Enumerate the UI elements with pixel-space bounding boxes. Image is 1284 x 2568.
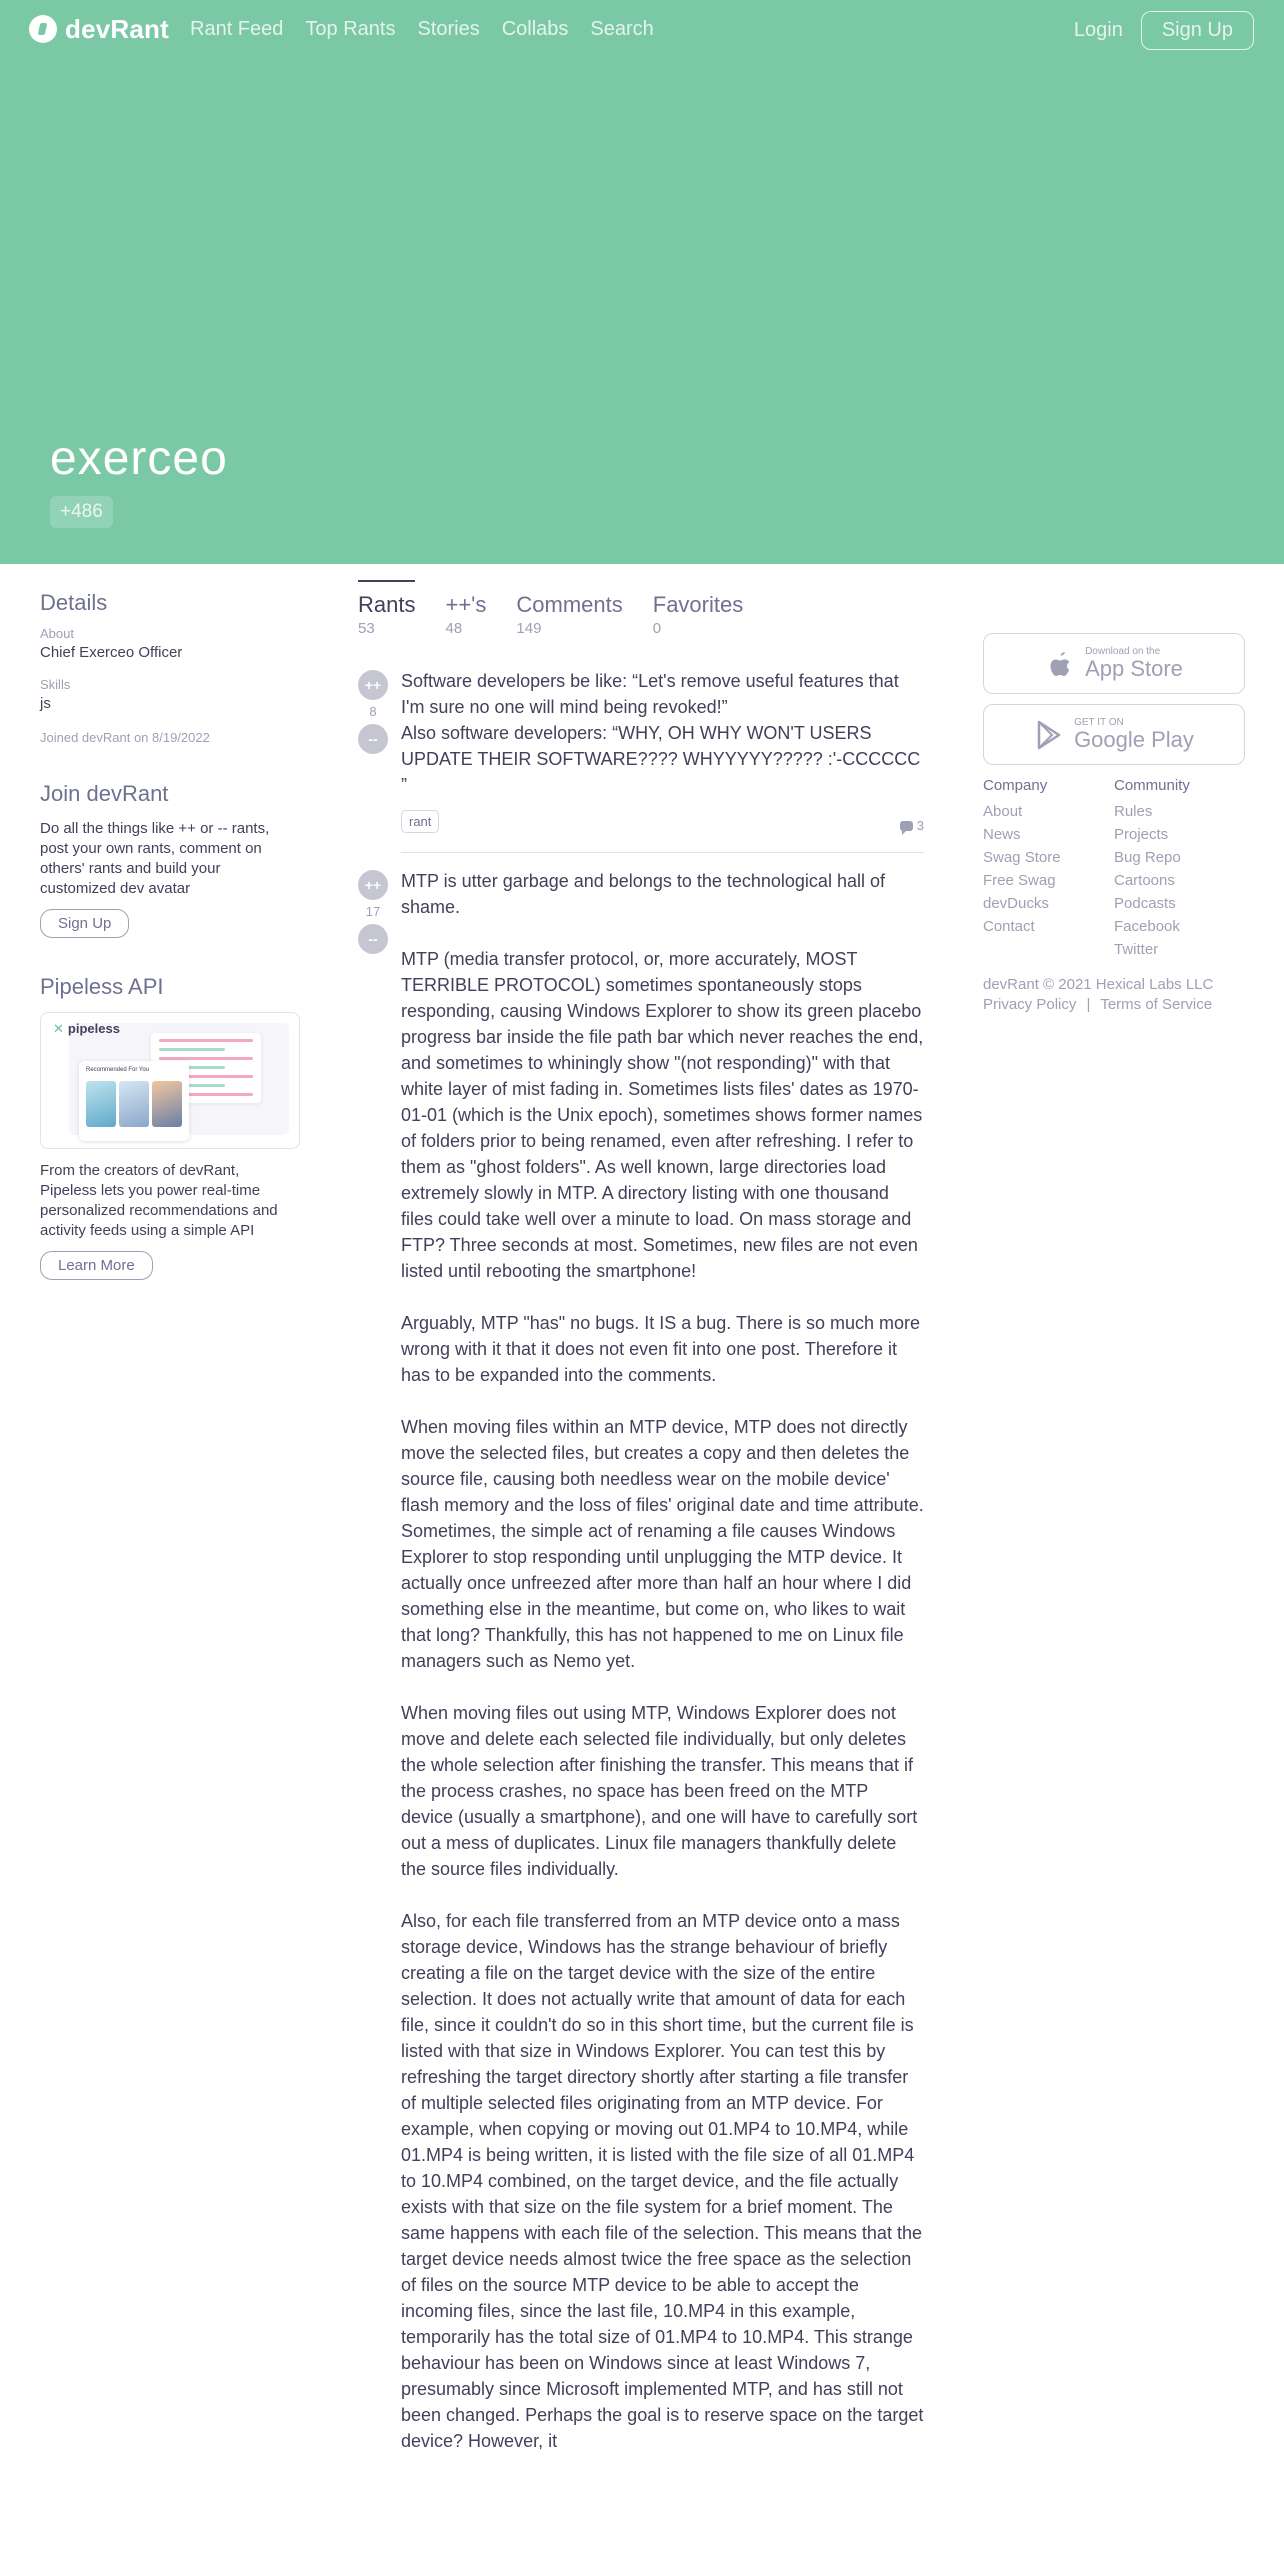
footer-link-cartoons[interactable]: Cartoons bbox=[1114, 872, 1175, 889]
google-play-text bbox=[1074, 717, 1194, 752]
rant-line: Also software developers: “WHY, OH WHY WON'T USERS UPDATE THEIR SOFTWARE???? WHYYYYY????? :'-CCCCCC ” bbox=[401, 723, 921, 795]
join-title: Join devRant bbox=[40, 781, 169, 806]
pipeless-title: Pipeless API bbox=[40, 974, 164, 999]
tab-label: Favorites bbox=[652, 592, 744, 617]
tab-label: Comments bbox=[516, 592, 623, 617]
thumbnail-image bbox=[152, 1081, 182, 1127]
devrant-logo-icon bbox=[29, 15, 57, 43]
vote-controls bbox=[358, 870, 388, 954]
footer-link-devducks[interactable]: devDucks bbox=[983, 895, 1049, 912]
google-play-big: Google Play bbox=[1074, 727, 1194, 752]
pipeless-ad-image[interactable] bbox=[40, 1012, 300, 1149]
downvote-button[interactable]: -- bbox=[358, 924, 388, 954]
footer-link-swag-store[interactable]: Swag Store bbox=[983, 849, 1061, 866]
tab-label: ++'s bbox=[445, 592, 487, 617]
footer-link-free-swag[interactable]: Free Swag bbox=[983, 872, 1056, 889]
footer-company bbox=[983, 777, 1114, 961]
top-navigation bbox=[0, 0, 1284, 60]
rant-tags bbox=[401, 810, 439, 833]
rant-tag[interactable]: rant bbox=[401, 810, 439, 833]
nav-search[interactable]: Search bbox=[590, 18, 654, 40]
rant-paragraph: When moving files within an MTP device, MTP does not directly move the selected files, but creates a copy and then deletes the source file, causing both needless wear on the mobile device' flash memory and the loss of files' original date and time attribute. Sometimes, the simple act of renaming a file causes Windows Explorer to stop responding until unplugging the MTP device. It actually once unfreezed after more than half an hour where I did something else in the meantime, but come on, who likes to wait that long? Thankfully, this has not happened to me on Linux file managers such as Nemo yet. bbox=[401, 1417, 924, 1671]
upvote-button[interactable]: ++ bbox=[358, 670, 388, 700]
logo-text: devRant bbox=[65, 13, 169, 44]
pipeless-logo-text: pipeless bbox=[67, 1021, 120, 1036]
skills-label: Skills bbox=[40, 677, 71, 692]
skills-value: js bbox=[40, 695, 51, 712]
apple-icon bbox=[1045, 648, 1075, 680]
footer-link-twitter[interactable]: Twitter bbox=[1114, 941, 1159, 958]
app-store-button[interactable] bbox=[983, 633, 1245, 694]
pipeless-logo bbox=[53, 1021, 124, 1037]
profile-score-badge: +486 bbox=[50, 496, 113, 528]
tab-plusplus[interactable] bbox=[445, 580, 486, 637]
footer-link-contact[interactable]: Contact bbox=[983, 918, 1035, 935]
privacy-policy-link[interactable]: Privacy Policy bbox=[983, 996, 1077, 1013]
learn-more-button[interactable]: Learn More bbox=[40, 1251, 153, 1280]
rant-line: Software developers be like: “Let's remove useful features that I'm sure no one will mind being revoked!” bbox=[401, 671, 899, 717]
pipeless-card-title: Recommended For You bbox=[86, 1067, 150, 1073]
footer-links bbox=[983, 777, 1245, 961]
rant-paragraph: MTP (media transfer protocol, or, more accurately, MOST TERRIBLE PROTOCOL) sometimes spontaneously stops responding, causing Windows Explorer to show its green placebo progress bar inside the file path bar which never reaches the end, and sometimes to whiningly show "(not responding)" with that white layer of mist fading in. Sometimes lists files' dates as 1970-01-01 (which is the Unix epoch), sometimes shows former names of folders prior to being renamed, even after refreshing. I refer to them as "ghost folders". As well known, large directories load extremely slowly in MTP. A directory listing with one thousand files could take well over a minute to load. On mass storage and FTP? Three seconds at most. Sometimes, new files are not even listed until rebooting the smartphone! bbox=[401, 949, 924, 1281]
app-store-text bbox=[1085, 646, 1183, 681]
google-play-small: GET IT ON bbox=[1074, 717, 1124, 728]
pipeless-x-icon: ✕ bbox=[53, 1021, 64, 1036]
rant-score: 8 bbox=[369, 704, 377, 719]
rant-item[interactable] bbox=[358, 868, 924, 2568]
tab-count: 0 bbox=[652, 620, 662, 637]
comment-count[interactable] bbox=[900, 818, 924, 833]
nav-stories[interactable]: Stories bbox=[417, 18, 480, 40]
tab-count: 149 bbox=[516, 620, 542, 637]
footer-community-title: Community bbox=[1114, 777, 1190, 794]
login-link[interactable]: Login bbox=[1073, 19, 1123, 41]
legal-links bbox=[983, 995, 1245, 1015]
devrant-logo[interactable] bbox=[29, 13, 169, 45]
rant-divider bbox=[401, 852, 924, 853]
join-text: Do all the things like ++ or -- rants, post your own rants, comment on others' rants and build your customized dev avatar bbox=[40, 820, 270, 897]
tab-count: 53 bbox=[358, 620, 375, 637]
join-signup-button[interactable]: Sign Up bbox=[40, 909, 129, 938]
tab-rants[interactable] bbox=[358, 580, 415, 637]
tab-count: 48 bbox=[445, 620, 463, 637]
pipeless-text: From the creators of devRant, Pipeless lets you power real-time personalized recommendations and activity feeds using a simple API bbox=[40, 1162, 278, 1239]
rant-paragraph: When moving files out using MTP, Windows Explorer does not move and delete each selected file individually, but only deletes the whole selection after finishing the transfer. This means that if the process crashes, no space has been freed on the MTP device (usually a smartphone), and one will have to carefully sort out a mess of duplicates. Linux file managers thankfully delete the source files individually. bbox=[401, 1703, 918, 1879]
left-sidebar bbox=[40, 590, 300, 1280]
rant-paragraph: Also, for each file transferred from an MTP device onto a mass storage device, Windows has the strange behaviour of briefly creating a file on the target device with the size of the entire selection. It does not actually write that amount of data for each file, since it couldn't do so in this short time, but the current file is listed with that size in Windows Explorer. You can test this by refreshing the target directory shortly after starting a file transfer of multiple selected files originating from an MTP device. For example, when copying or moving out 01.MP4 to 10.MP4, while 01.MP4 is being written, it is listed with the file size of all 01.MP4 to 10.MP4 combined, on the target device, and the file actually exists with that size on the file system for a brief moment. The same happens with each file of the selection. This means that the target device needs almost twice the free space as the selection of files on the source MTP device to be able to accept the incoming files, since the last file, 10.MP4 in this example, temporarily has the total size of 01.MP4 to 10.MP4. This strange behaviour has been on Windows since at least Windows 7, presumably since Microsoft implemented MTP, and has still not been changed. Perhaps the goal is to reserve space on the target device? However, it bbox=[401, 1911, 924, 2451]
google-play-icon bbox=[1034, 719, 1064, 751]
footer-link-podcasts[interactable]: Podcasts bbox=[1114, 895, 1176, 912]
footer-link-bug-repo[interactable]: Bug Repo bbox=[1114, 849, 1181, 866]
about-label: About bbox=[40, 626, 74, 641]
footer-link-news[interactable]: News bbox=[983, 826, 1021, 843]
profile-username: exerceo bbox=[50, 432, 228, 485]
profile-header bbox=[0, 0, 1284, 564]
profile-tabs bbox=[358, 580, 773, 637]
rant-paragraph: MTP is utter garbage and belongs to the technological hall of shame. bbox=[401, 871, 885, 917]
thumbnail-image bbox=[119, 1081, 149, 1127]
footer-link-projects[interactable]: Projects bbox=[1114, 826, 1169, 843]
tab-label: Rants bbox=[358, 580, 415, 618]
joined-date: Joined devRant on 8/19/2022 bbox=[40, 730, 210, 745]
thumbnail-image bbox=[86, 1081, 116, 1127]
nav-rant-feed[interactable]: Rant Feed bbox=[190, 18, 284, 40]
app-store-small: Download on the bbox=[1085, 646, 1161, 657]
nav-collabs[interactable]: Collabs bbox=[501, 18, 569, 40]
copyright-text: devRant © 2021 Hexical Labs LLC bbox=[983, 976, 1214, 993]
nav-links bbox=[190, 18, 676, 41]
footer-link-facebook[interactable]: Facebook bbox=[1114, 918, 1180, 935]
rant-score: 17 bbox=[365, 904, 381, 919]
about-value: Chief Exerceo Officer bbox=[40, 644, 183, 661]
rant-item[interactable] bbox=[358, 668, 924, 848]
tab-favorites[interactable] bbox=[653, 580, 743, 637]
footer-link-about[interactable]: About bbox=[983, 803, 1023, 820]
signup-button[interactable]: Sign Up bbox=[1141, 11, 1254, 50]
rant-text bbox=[401, 868, 924, 2480]
copyright bbox=[983, 975, 1245, 1015]
legal-separator: | bbox=[1086, 996, 1091, 1013]
details-title: Details bbox=[40, 590, 108, 615]
rant-text bbox=[401, 668, 924, 798]
footer-link-rules[interactable]: Rules bbox=[1114, 803, 1153, 820]
footer-community bbox=[1114, 777, 1245, 961]
terms-link[interactable]: Terms of Service bbox=[1100, 996, 1213, 1013]
vote-controls bbox=[358, 670, 388, 754]
comment-count-value: 3 bbox=[916, 818, 924, 833]
pipeless-recommendation-card bbox=[79, 1061, 189, 1141]
google-play-button[interactable] bbox=[983, 704, 1245, 765]
downvote-button[interactable]: -- bbox=[358, 724, 388, 754]
auth-links bbox=[1074, 11, 1254, 50]
app-store-big: App Store bbox=[1085, 656, 1183, 681]
comment-icon bbox=[900, 821, 913, 831]
tab-comments[interactable] bbox=[516, 580, 622, 637]
upvote-button[interactable]: ++ bbox=[358, 870, 388, 900]
rant-paragraph: Arguably, MTP "has" no bugs. It IS a bug. There is so much more wrong with it that it does not even fit into one post. Therefore it has to be expanded into the comments. bbox=[401, 1313, 921, 1385]
footer-company-title: Company bbox=[983, 777, 1048, 794]
right-sidebar bbox=[983, 633, 1245, 1015]
nav-top-rants[interactable]: Top Rants bbox=[305, 18, 396, 40]
